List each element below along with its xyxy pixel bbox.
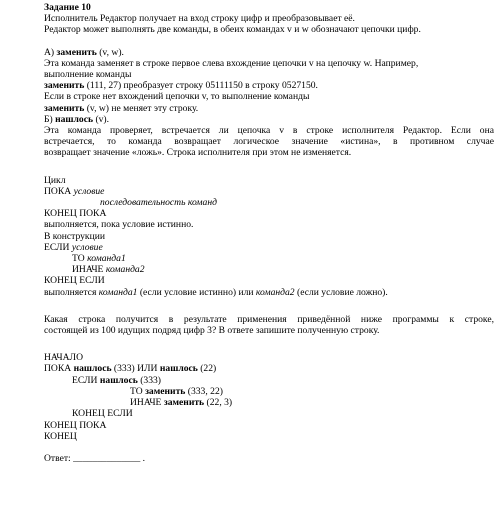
replace-note-2: [44, 103, 494, 114]
program-if-arg: (333): [137, 374, 161, 386]
program-arg-22: (22): [197, 363, 217, 375]
replace-header: [44, 47, 494, 58]
question-line-2: состоящей из 100 идущих подряд цифр 3? В ответе запишите полученную строку.: [44, 325, 380, 337]
program-while: [44, 363, 494, 374]
task-title: Задание 10: [44, 2, 91, 13]
found-header: [44, 114, 494, 125]
exec-note: [44, 287, 494, 298]
if-keyword: ЕСЛИ: [44, 241, 70, 253]
intro-line-1: Исполнитель Редактор получает на вход строку цифр и преобразовывает её.: [44, 13, 355, 25]
while-note: выполняется, пока условие истинно.: [44, 219, 194, 231]
replace-note-rest: (v, w) не меняет эту строку.: [84, 102, 199, 114]
end-while-construct: КОНЕЦ ПОКА: [44, 208, 107, 220]
program-else-replace: заменить: [163, 397, 205, 409]
program-end-while: КОНЕЦ ПОКА: [44, 419, 107, 431]
if-construct: [44, 242, 494, 253]
else-construct: [44, 264, 494, 275]
found-desc-1: Эта команда проверяет, встречается ли цепочка v в строке исполнителя Редактор. Если она: [44, 125, 494, 137]
program-end-if: КОНЕЦ ЕСЛИ: [72, 408, 133, 420]
command2: команда2: [105, 264, 145, 276]
program-found-2: нашлось: [159, 363, 198, 375]
replace-desc-2: выполнение команды: [44, 69, 132, 81]
program-end: КОНЕЦ: [44, 430, 77, 442]
found-header-args: (v).: [93, 113, 110, 125]
program-if-found: нашлось: [99, 374, 138, 386]
while-condition: условие: [73, 185, 105, 197]
if-condition: условие: [71, 241, 103, 253]
program-while-keyword: ПОКА: [44, 363, 72, 375]
replace-example: [44, 80, 494, 91]
found-desc-3: возвращает значение «ложь». Строка исполнителя при этом не изменяется.: [44, 147, 352, 159]
command1: команда1: [87, 253, 126, 265]
exec-command1: команда1: [98, 286, 138, 298]
while-body: [44, 197, 494, 208]
then-construct: [44, 253, 494, 264]
command-sequence: последовательность команд: [100, 197, 217, 209]
exec-command2: команда2: [255, 286, 295, 298]
exec-prefix: выполняется: [44, 286, 99, 298]
found-header-cmd: нашлось: [55, 113, 94, 125]
program-then: [44, 386, 494, 397]
replace-note-cmd: заменить: [44, 102, 85, 114]
program-then-replace: заменить: [145, 385, 186, 397]
while-construct: [44, 186, 494, 197]
cycle-label: Цикл: [44, 174, 66, 186]
exec-mid: (если условие истинно) или: [137, 286, 256, 298]
program-then-keyword: ТО: [130, 385, 143, 397]
question-line-1: Какая строка получится в результате применения приведённой ниже программы к строке,: [44, 313, 494, 325]
program-or-keyword: ИЛИ: [137, 363, 158, 375]
program-else: [44, 397, 494, 408]
replace-header-args: (v, w).: [96, 46, 124, 58]
replace-example-cmd: заменить: [44, 80, 85, 92]
program-then-args: (333, 22): [185, 385, 223, 397]
intro-line-2: Редактор может выполнять две команды, в обеих командах v и w обозначают цепочки цифр.: [44, 24, 421, 36]
found-header-prefix: Б): [44, 113, 56, 125]
replace-desc-1: Эта команда заменяет в строке первое слева вхождение цепочки v на цепочку w. Например,: [44, 57, 419, 69]
program-else-keyword: ИНАЧЕ: [130, 397, 162, 409]
program-if: [44, 375, 494, 386]
answer-blank[interactable]: ______________ .: [73, 452, 146, 464]
answer-line: [44, 453, 494, 464]
program-arg-333: (333): [111, 363, 138, 375]
replace-note-1: Если в строке нет вхождений цепочки v, то выполнение команды: [44, 91, 310, 103]
in-construct: В конструкции: [44, 230, 106, 242]
replace-header-cmd: заменить: [56, 46, 97, 58]
replace-header-prefix: А): [44, 46, 57, 58]
end-if-construct: КОНЕЦ ЕСЛИ: [44, 275, 105, 287]
program-found-1: нашлось: [73, 363, 112, 375]
then-keyword: ТО: [72, 253, 85, 265]
found-desc-2: встречается, то команда возвращает логическое значение «истина», в противном случае: [44, 136, 494, 148]
while-keyword: ПОКА: [44, 185, 72, 197]
else-keyword: ИНАЧЕ: [72, 264, 104, 276]
program-if-keyword: ЕСЛИ: [72, 374, 98, 386]
program-begin: НАЧАЛО: [44, 352, 83, 364]
exec-suffix: (если условие ложно).: [294, 286, 388, 298]
answer-label: Ответ:: [44, 452, 74, 464]
program-else-args: (22, 3): [204, 397, 233, 409]
replace-example-rest: (111, 27) преобразует строку 05111150 в строку 0527150.: [84, 80, 318, 92]
